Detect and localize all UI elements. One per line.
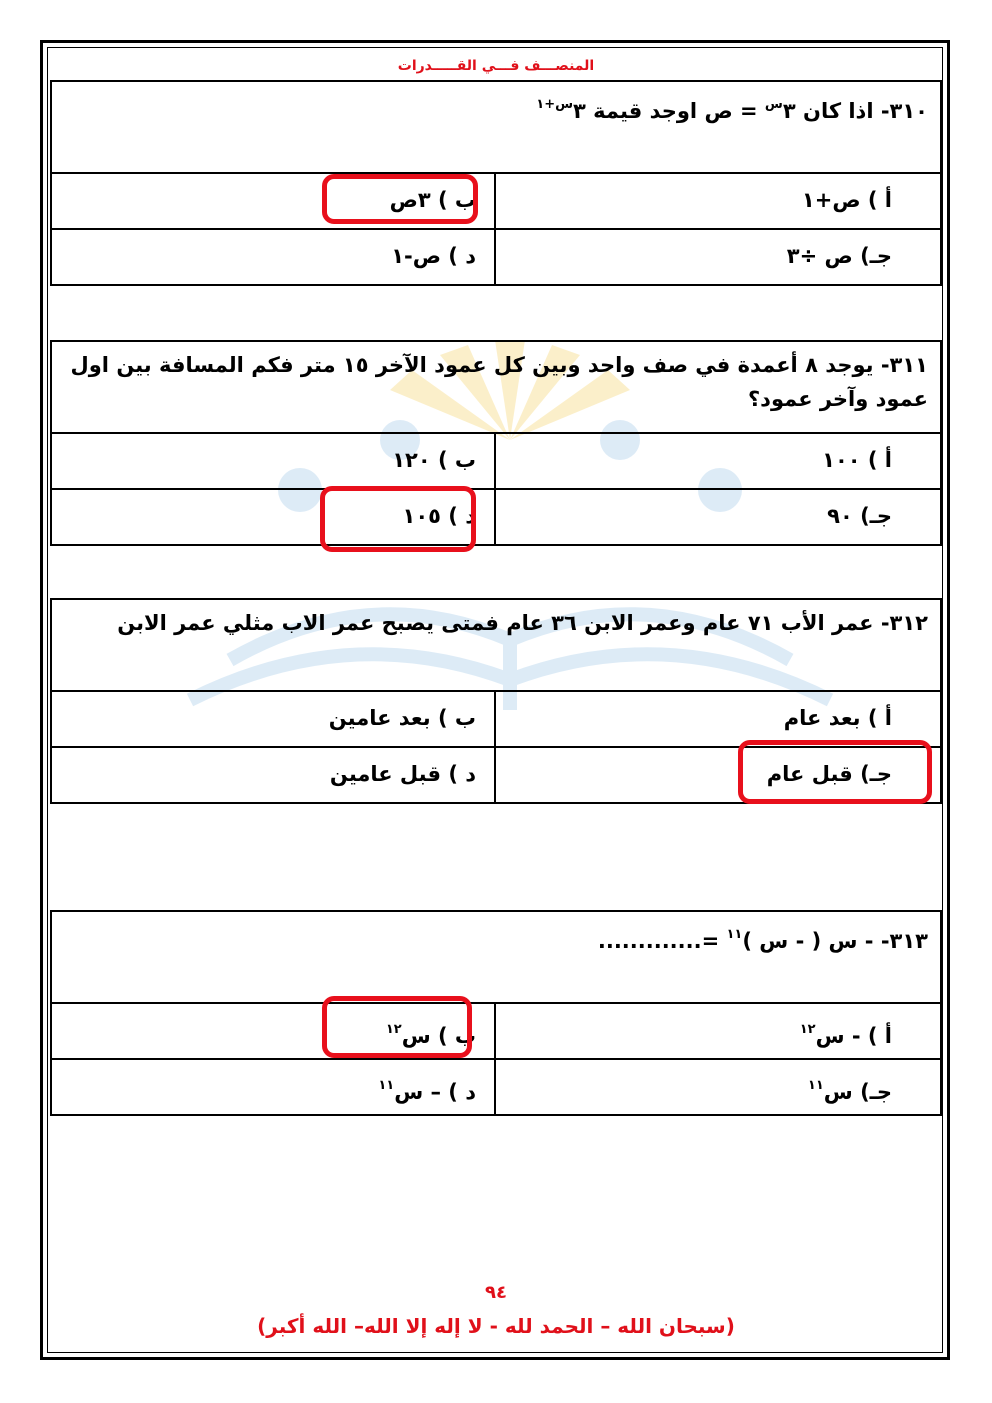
- options-row: [50, 434, 942, 490]
- answer-highlight: [320, 486, 476, 552]
- option-c[interactable]: [494, 1060, 940, 1114]
- answer-highlight: [322, 996, 472, 1058]
- page-header-title: المنصـــف فـــي القـــــدرات: [397, 58, 595, 74]
- exponent: ١١: [378, 1078, 395, 1093]
- exponent: ١١: [726, 927, 743, 942]
- exponent: ١١: [807, 1078, 824, 1093]
- option-text: جـ) س: [823, 1080, 892, 1104]
- options-row: [50, 1004, 942, 1060]
- question-text: ٣١١- يوجد ٨ أعمدة في صف واحد وبين كل عمود الآخر ١٥ متر فكم المسافة بين اول عمود وآخر عمود؟: [50, 340, 942, 434]
- question-text-part: =.............: [597, 929, 727, 953]
- option-b[interactable]: ب ) ٣ص: [389, 188, 476, 212]
- footer-dhikr: (سبحان الله – الحمد لله - لا إله إلا الله– الله أكبر): [257, 1314, 735, 1338]
- option-d[interactable]: د ) ص-١: [391, 244, 476, 268]
- options-row: [50, 490, 942, 546]
- option-text: ب ) س: [401, 1024, 476, 1048]
- options-row: [50, 174, 942, 230]
- answer-highlight: [738, 740, 932, 804]
- option-a[interactable]: أ ) بعد عام: [494, 692, 940, 746]
- option-text: أ ) - س: [815, 1024, 892, 1048]
- question-text-part: ٣١٣- - س ( - س ): [742, 929, 928, 953]
- question-text-part: ٣١٠- اذا كان ٣: [782, 99, 928, 123]
- option-d[interactable]: [52, 1060, 496, 1114]
- question-text: [50, 80, 942, 174]
- exponent: س+١: [536, 97, 574, 112]
- option-b[interactable]: ب ) ١٢٠: [392, 448, 476, 472]
- option-c[interactable]: جـ) ص ÷٣: [494, 230, 940, 284]
- options-row: [50, 1060, 942, 1116]
- answer-highlight: [322, 174, 478, 224]
- question-text: [50, 910, 942, 1004]
- option-a[interactable]: أ ) ص+١: [494, 174, 940, 228]
- option-d[interactable]: د ) ١٠٥: [402, 504, 476, 528]
- option-c[interactable]: جـ) ٩٠: [494, 490, 940, 544]
- option-a[interactable]: [494, 1004, 940, 1058]
- exponent: س: [764, 97, 783, 112]
- option-d[interactable]: د ) قبل عامين: [329, 762, 476, 786]
- options-row: [50, 230, 942, 286]
- option-b[interactable]: ب ) بعد عامين: [328, 706, 476, 730]
- exponent: ١٢: [385, 1022, 402, 1037]
- option-text: د ) – س: [394, 1080, 476, 1104]
- exponent: ١٢: [799, 1022, 816, 1037]
- page-number: ٩٤: [485, 1282, 507, 1303]
- option-a[interactable]: أ ) ١٠٠: [494, 434, 940, 488]
- question-text-part: = ص اوجد قيمة ٣: [573, 99, 765, 123]
- question-text: ٣١٢- عمر الأب ٧١ عام وعمر الابن ٣٦ عام فمتى يصبح عمر الاب مثلي عمر الابن: [50, 598, 942, 692]
- option-c[interactable]: جـ) قبل عام: [494, 748, 940, 802]
